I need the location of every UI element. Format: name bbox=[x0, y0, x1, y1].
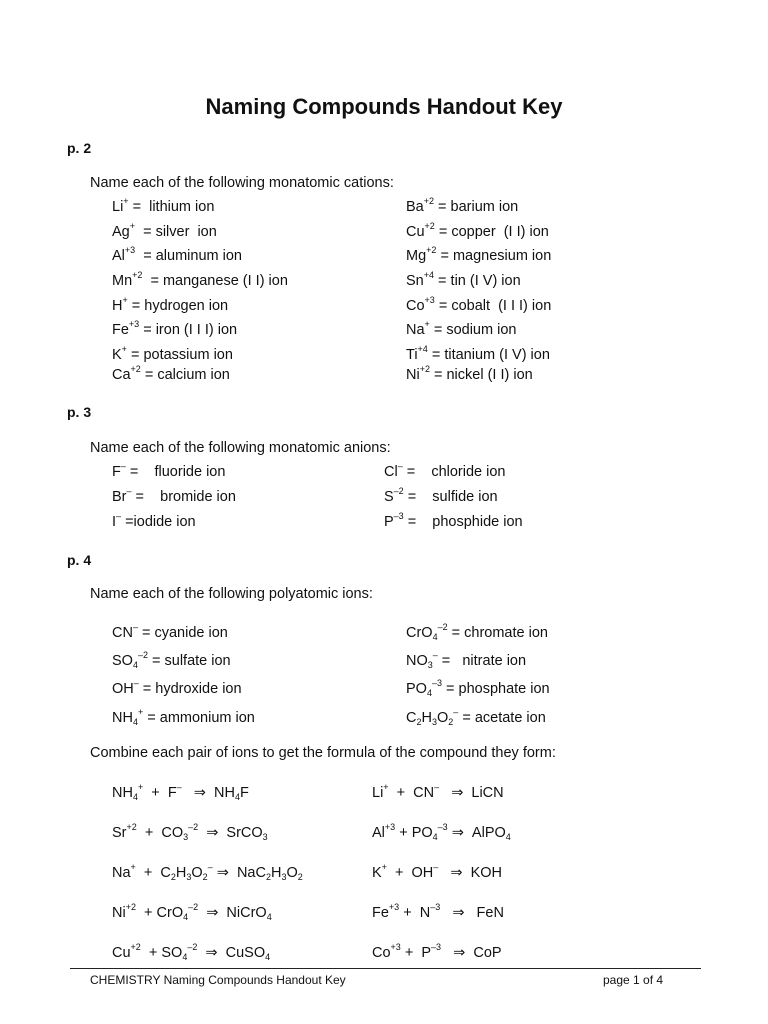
list-item: $Na^+ + C_2H_3O_2^-$ ⇒ $NaC_2H_3O_2$ bbox=[112, 862, 303, 882]
list-item: Ag+ = silver ion bbox=[112, 221, 217, 240]
section-intro-combine: Combine each pair of ions to get the formula of the compound they form: bbox=[90, 745, 556, 761]
list-item: $Al^{+3}$ = aluminum ion bbox=[112, 245, 242, 264]
list-item: $Ca^{+2}$ = calcium ion bbox=[112, 364, 230, 383]
list-item: $S^{-2}$ = sulfide ion bbox=[384, 486, 498, 505]
list-item: Li+ = lithium ion bbox=[112, 196, 215, 215]
list-item: $NH_4^+$ = ammonium ion bbox=[112, 707, 255, 727]
footer-page-number: page 1 of 4 bbox=[603, 973, 664, 987]
list-item: F– = fluoride ion bbox=[112, 461, 226, 480]
list-item: CrO$_4^{-2}$ = chromate ion bbox=[406, 622, 548, 642]
list-item: Na+ = sodium ion bbox=[406, 319, 517, 338]
list-item: CN– = cyanide ion bbox=[112, 622, 228, 641]
list-item: $Fe^{+3}$ = iron (I I I) ion bbox=[112, 319, 238, 338]
list-item: H+ = hydrogen ion bbox=[112, 295, 229, 314]
section-intro-p2: Name each of the following monatomic cations: bbox=[90, 175, 394, 191]
list-item: $Sr^{+2} + CO_3^{-2}$ ⇒ SrCO$_3$ bbox=[112, 822, 268, 842]
list-item: $Cu^{+2}$ = copper (I I) ion bbox=[406, 221, 549, 240]
list-item: $NH_4^+ + F^-$ ⇒ $NH_4F$ bbox=[112, 782, 249, 802]
section-intro-p3: Name each of the following monatomic anions: bbox=[90, 440, 391, 456]
list-item: $Ti^{+4}$ = titanium (I V) ion bbox=[406, 344, 550, 363]
list-item: $Mn^{+2}$ = manganese (I I) ion bbox=[112, 270, 288, 289]
list-item: OH– = hydroxide ion bbox=[112, 678, 242, 697]
section-intro-p4: Name each of the following polyatomic ions: bbox=[90, 586, 373, 602]
list-item: $Cu^{+2} + SO_4^{-2}$ ⇒ CuSO$_4$ bbox=[112, 942, 271, 962]
list-item: K+ = potassium ion bbox=[112, 344, 233, 363]
list-item: $NO_3^-$ = nitrate ion bbox=[406, 650, 527, 670]
list-item: $Ba^{+2}$ = barium ion bbox=[406, 196, 519, 215]
list-item: $P^{-3}$ = phosphide ion bbox=[384, 511, 523, 530]
list-item: Cl– = chloride ion bbox=[384, 461, 506, 480]
list-item: $Al^{+3} + PO_4^{-3}$ ⇒ AlPO$_4$ bbox=[372, 822, 511, 842]
section-label-p3: p. 3 bbox=[67, 404, 92, 420]
list-item: $Sn^{+4}$ = tin (I V) ion bbox=[406, 270, 521, 289]
list-item: $Co^{+3} + P^{-3}$ ⇒ CoP bbox=[372, 942, 502, 961]
list-item: Li+ + CN– ⇒ LiCN bbox=[372, 782, 504, 801]
list-item: $PO_4^{-3}$ = phosphate ion bbox=[406, 678, 550, 698]
list-item: $C_2H_3O_2^-$ = acetate ion bbox=[406, 707, 546, 727]
list-item: $Ni^{+2} + CrO_4^{-2}$ ⇒ NiCrO$_4$ bbox=[112, 902, 272, 922]
list-item: $Co^{+3}$ = cobalt (I I I) ion bbox=[406, 295, 552, 314]
section-label-p2: p. 2 bbox=[67, 140, 92, 156]
footer-rule bbox=[70, 968, 701, 969]
list-item: Br– = bromide ion bbox=[112, 486, 236, 505]
list-item: K+ + OH– ⇒ KOH bbox=[372, 862, 503, 881]
list-item: $Mg^{+2}$ = magnesium ion bbox=[406, 245, 552, 264]
list-item: I– =iodide ion bbox=[112, 511, 196, 530]
list-item: $SO_4^{-2}$ = sulfate ion bbox=[112, 650, 231, 670]
footer-title: CHEMISTRY Naming Compounds Handout Key bbox=[90, 973, 346, 987]
list-item: $Ni^{+2}$ = nickel (I I) ion bbox=[406, 364, 533, 383]
page-title: Naming Compounds Handout Key bbox=[205, 94, 563, 119]
section-label-p4: p. 4 bbox=[67, 552, 92, 568]
list-item: $Fe^{+3} + N^{-3}$ ⇒ FeN bbox=[372, 902, 504, 921]
